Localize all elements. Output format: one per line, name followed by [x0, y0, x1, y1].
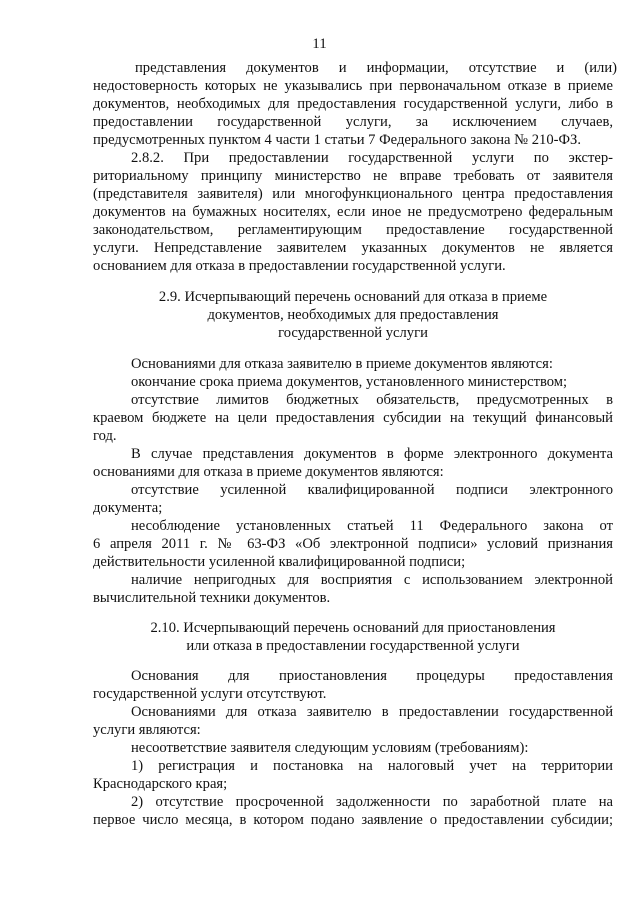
- section-2-8-2-line: 2.8.2. При предоставлении государственной услуги по экстер-: [131, 150, 613, 166]
- paragraph-line: несоблюдение установленных статьей 11 Федерального закона от: [131, 518, 613, 534]
- paragraph-line: отсутствие лимитов бюджетных обязательств, предусмотренных в: [131, 392, 613, 408]
- paragraph-line: документов на бумажных носителях, если иное не предусмотрено федеральным: [93, 204, 613, 220]
- list-item-line: Краснодарского края;: [93, 776, 228, 792]
- paragraph-line: недостоверность которых не указывались при первоначальном отказе в приеме: [93, 78, 613, 94]
- section-heading-2-9: 2.9. Исчерпывающий перечень оснований для отказа в приеме: [158, 289, 548, 305]
- paragraph-line: Основаниями для отказа заявителю в приеме документов являются:: [131, 356, 553, 372]
- paragraph-line: несоответствие заявителя следующим условиям (требованиям):: [131, 740, 529, 756]
- paragraph-line: предоставлении государственной услуги, за исключением случаев,: [93, 114, 613, 130]
- section-heading-2-10: или отказа в предоставлении государственной услуги: [186, 638, 520, 654]
- section-heading-2-9: государственной услуги: [278, 325, 428, 341]
- paragraph-line: отсутствие усиленной квалифицированной подписи электронного: [131, 482, 613, 498]
- paragraph-line: вычислительной техники документов.: [93, 590, 331, 606]
- section-heading-2-9: документов, необходимых для предоставления: [207, 307, 499, 323]
- page-number: 11: [312, 36, 327, 52]
- paragraph-line: В случае представления документов в форме электронного документа: [131, 446, 613, 462]
- paragraph-line: документов, необходимых для предоставления государственной услуги, либо в: [93, 96, 613, 112]
- section-heading-2-10: 2.10. Исчерпывающий перечень оснований для приостановления: [150, 620, 556, 636]
- paragraph-line: основанием для отказа в предоставлении государственной услуги.: [93, 258, 506, 274]
- paragraph-line: окончание срока приема документов, установленного министерством;: [131, 374, 568, 390]
- paragraph-line: документа;: [93, 500, 163, 516]
- paragraph-line: (представителя заявителя) или многофункционального центра предоставления: [93, 186, 613, 202]
- paragraph-line: основаниями для отказа в приеме документов являются:: [93, 464, 444, 480]
- paragraph-line: услуги являются:: [93, 722, 201, 738]
- list-item-line: 2) отсутствие просроченной задолженности по заработной плате на: [131, 794, 613, 810]
- paragraph-line: год.: [93, 428, 117, 444]
- paragraph-line: краевом бюджете на цели предоставления субсидии на текущий финансовый: [93, 410, 613, 426]
- list-item-line: первое число месяца, в котором подано заявление о предоставлении субсидии;: [93, 812, 613, 828]
- paragraph-line: услуги. Непредставление заявителем указанных документов не является: [93, 240, 613, 256]
- paragraph-line: риториальному принципу министерство не вправе требовать от заявителя: [93, 168, 613, 184]
- list-item-line: 1) регистрация и постановка на налоговый учет на территории: [131, 758, 613, 774]
- paragraph-line: государственной услуги отсутствуют.: [93, 686, 327, 702]
- paragraph-line: предусмотренных пунктом 4 части 1 статьи 7 Федерального закона № 210-ФЗ.: [93, 132, 581, 148]
- paragraph-line: действительности усиленной квалифицированной подписи;: [93, 554, 466, 570]
- paragraph-line: Основания для приостановления процедуры предоставления: [131, 668, 613, 684]
- paragraph-line: Основаниями для отказа заявителю в предоставлении государственной: [131, 704, 613, 720]
- paragraph-line: наличие непригодных для восприятия с использованием электронной: [131, 572, 613, 588]
- paragraph-line: представления документов и информации, отсутствие и (или): [135, 60, 617, 76]
- paragraph-line: законодательством, регламентирующим предоставление государственной: [93, 222, 613, 238]
- paragraph-line: 6 апреля 2011 г. № 63-ФЗ «Об электронной подписи» условий признания: [93, 536, 613, 552]
